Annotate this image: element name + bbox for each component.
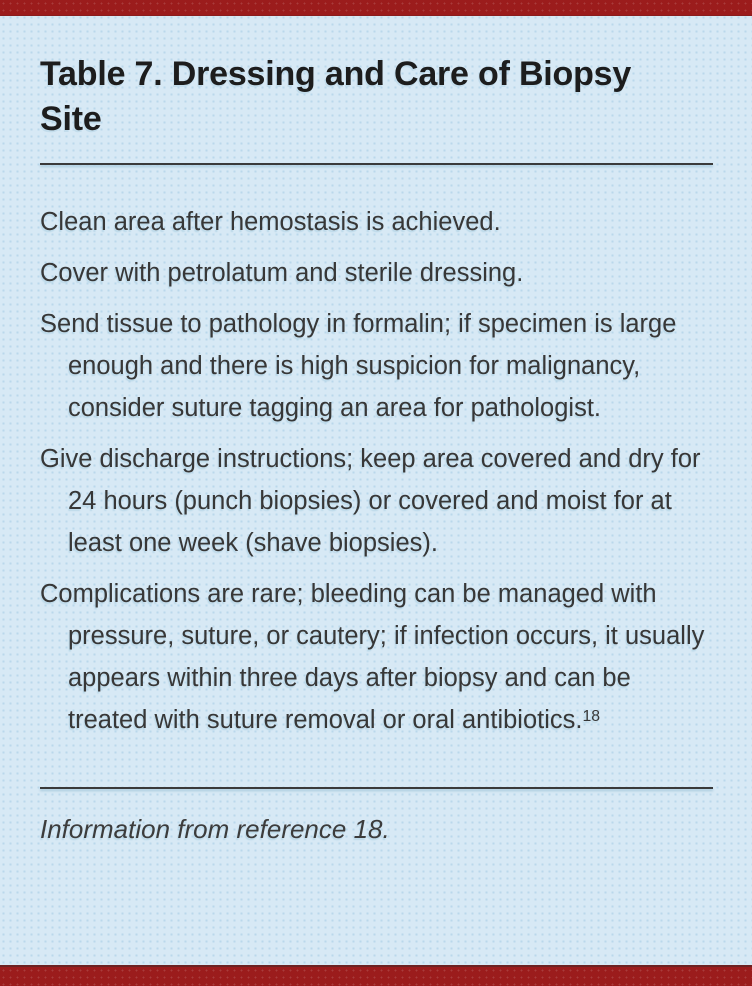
bottom-accent-bar (0, 965, 752, 986)
top-accent-bar (0, 0, 752, 16)
table-title: Table 7. Dressing and Care of Biopsy Site (40, 55, 632, 138)
title-divider (40, 163, 713, 165)
table-row: Give discharge instructions; keep area covered and dry for 24 hours (punch biopsies) or covered and moist for at least one week (shave biopsies). (40, 445, 701, 557)
table-content (0, 16, 752, 965)
table-body (40, 201, 713, 741)
table-row (40, 573, 713, 741)
table-row: Clean area after hemostasis is achieved. (40, 208, 501, 236)
footnote: Information from reference 18. (40, 814, 390, 844)
footnote-divider (40, 787, 713, 789)
table-row-text: Complications are rare; bleeding can be managed with pressure, suture, or cautery; if infection occurs, it usually appears within three days after biopsy and can be treated with suture removal or oral antibiotics. (40, 580, 705, 734)
table-row: Cover with petrolatum and sterile dressing. (40, 259, 524, 287)
table-row: Send tissue to pathology in formalin; if specimen is large enough and there is high suspicion for malignancy, consider suture tagging an area for pathologist. (40, 310, 677, 422)
reference-superscript: 18 (582, 707, 601, 725)
